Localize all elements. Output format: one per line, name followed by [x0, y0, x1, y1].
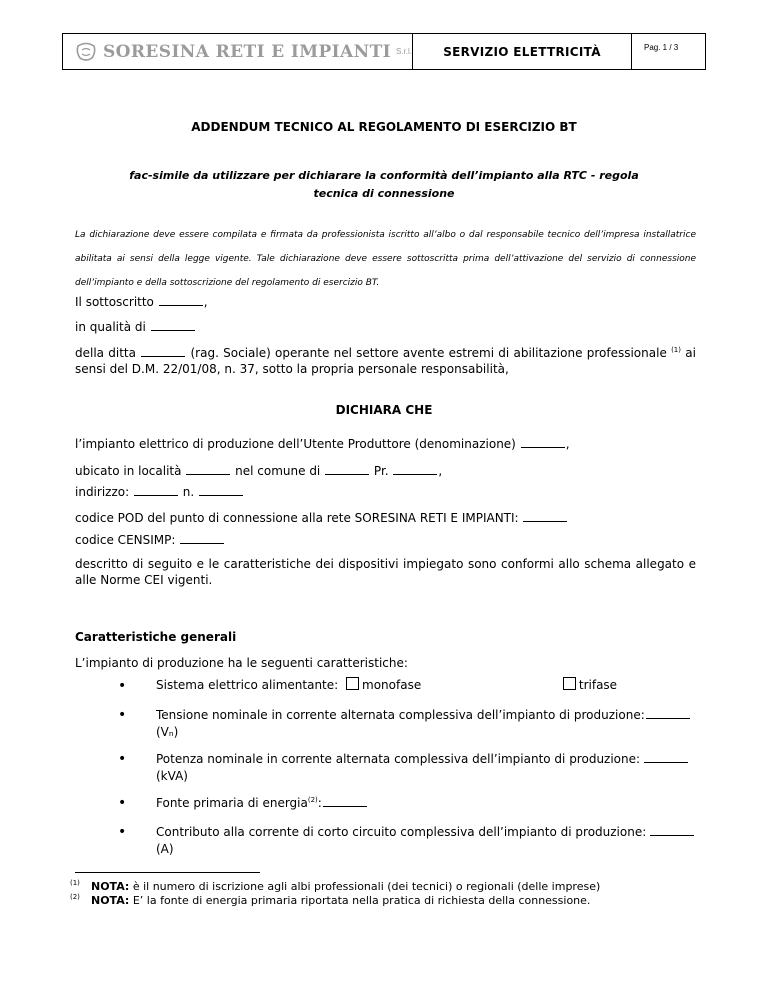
sottoscritto-label: Il sottoscritto — [75, 295, 154, 309]
indirizzo-blank[interactable] — [134, 483, 178, 496]
censimp-label: codice CENSIMP: — [75, 533, 176, 547]
impianto-line — [75, 435, 696, 452]
logo-suffix: S.r.l. — [395, 47, 412, 56]
impianto-blank[interactable] — [521, 435, 565, 448]
potenza-blank[interactable] — [644, 750, 688, 763]
qualita-label: in qualità di — [75, 320, 146, 334]
ditta-paragraph — [75, 344, 696, 377]
contributo-item — [156, 823, 696, 858]
page-number: Pag. 1 / 3 — [644, 43, 679, 52]
service-name: SERVIZIO ELETTRICITÀ — [413, 34, 632, 69]
bullet-icon: • — [118, 678, 127, 694]
sottoscritto-comma: , — [203, 295, 208, 309]
censimp-blank[interactable] — [180, 531, 224, 544]
contributo-text: Contributo alla corrente di corto circuito complessiva dell’impianto di produzione: — [156, 825, 647, 839]
section-heading: Caratteristiche generali — [75, 630, 237, 644]
footnote-ref-1: (1) — [671, 346, 681, 354]
footnote-divider — [75, 872, 260, 873]
indirizzo-label: indirizzo: — [75, 485, 130, 499]
potenza-item — [156, 750, 696, 785]
impianto-comma: , — [565, 437, 570, 451]
ditta-text: (rag. Sociale) operante nel settore avente estremi di abilitazione professionale — [190, 346, 667, 360]
ditta-label: della ditta — [75, 346, 136, 360]
ubicato-label: ubicato in località — [75, 464, 182, 478]
tensione-text: Tensione nominale in corrente alternata complessiva dell’impianto di produzione: — [156, 708, 645, 722]
impianto-label: l’impianto elettrico di produzione dell’Utente Produttore (denominazione) — [75, 437, 516, 451]
sottoscritto-line — [75, 293, 696, 310]
footnote-2: (2) NOTA: E’ la fonte di energia primaria riportata nella pratica di richiesta della connessione. — [70, 893, 591, 907]
ditta-blank[interactable] — [141, 344, 185, 357]
pod-line — [75, 509, 696, 526]
civico-blank[interactable] — [199, 483, 243, 496]
tensione-item — [156, 706, 696, 741]
trifase-checkbox[interactable] — [563, 677, 576, 690]
censimp-line — [75, 531, 696, 548]
comune-blank[interactable] — [325, 462, 369, 475]
qualita-line — [75, 318, 696, 335]
bullet-icon: • — [118, 751, 127, 767]
footnote-label: NOTA: — [91, 894, 130, 907]
sistema-label: Sistema elettrico alimentante: — [156, 678, 339, 692]
footnote-label: NOTA: — [91, 880, 130, 893]
contributo-unit: (A) — [156, 842, 174, 856]
document-subtitle: fac-simile da utilizzare per dichiarare la conformità dell’impianto alla RTC - regola tecnica di connessione — [129, 169, 639, 200]
intro-paragraph: La dichiarazione deve essere compilata e firmata da professionista iscritto all’albo o dal responsabile tecnico dell’impresa installatrice abilitata ai sensi della legge vigente. Tale dichiarazione deve essere sottoscritta prima dell’attivazione del servizio di connessione dell’impianto e della sottoscrizione del regolamento di esercizio BT. — [75, 230, 696, 288]
contributo-blank[interactable] — [650, 823, 694, 836]
logo-mark-icon — [75, 42, 97, 62]
bullet-icon: • — [118, 824, 127, 840]
bullet-icon: • — [118, 707, 127, 723]
fonte-text: Fonte primaria di energia — [156, 796, 308, 810]
monofase-checkbox[interactable] — [346, 677, 359, 690]
localita-blank[interactable] — [186, 462, 230, 475]
potenza-unit: (kVA) — [156, 769, 188, 783]
tensione-blank[interactable] — [646, 706, 690, 719]
trifase-label: trifase — [578, 678, 618, 692]
document-title: ADDENDUM TECNICO AL REGOLAMENTO DI ESERCIZIO BT — [191, 120, 577, 134]
dichiara-heading: DICHIARA CHE — [335, 403, 433, 417]
footnote-text: E’ la fonte di energia primaria riportata nella pratica di richiesta della connessione. — [132, 894, 591, 907]
pr-comma: , — [438, 464, 443, 478]
page-header — [62, 33, 706, 70]
descritto-paragraph: descritto di seguito e le caratteristiche dei dispositivi impiegato sono conformi allo schema allegato e alle Norme CEI vigenti. — [75, 557, 696, 587]
section-lead: L’impianto di produzione ha le seguenti caratteristiche: — [75, 656, 408, 670]
company-logo — [63, 34, 413, 69]
fonte-colon: : — [317, 796, 322, 810]
ubicato-line — [75, 462, 696, 479]
potenza-text: Potenza nominale in corrente alternata complessiva dell’impianto di produzione: — [156, 752, 641, 766]
qualita-blank[interactable] — [151, 318, 195, 331]
comune-label: nel comune di — [235, 464, 321, 478]
fonte-blank[interactable] — [323, 794, 367, 807]
footnote-text: è il numero di iscrizione agli albi professionali (dei tecnici) o regionali (delle imprese) — [132, 880, 601, 893]
pod-label: codice POD del punto di connessione alla rete SORESINA RETI E IMPIANTI: — [75, 511, 519, 525]
pod-blank[interactable] — [523, 509, 567, 522]
indirizzo-line — [75, 483, 696, 500]
fonte-item — [156, 794, 696, 812]
footnote-ref-2: (2) — [307, 796, 318, 804]
logo-text: SORESINA RETI E IMPIANTI — [103, 41, 391, 62]
ditta-text-2: ai sensi del D.M. 22/01/08, n. 37, sotto la propria personale responsabilità, — [75, 346, 696, 376]
tensione-unit: (Vₙ) — [156, 725, 179, 739]
footnote-1: (1) NOTA: è il numero di iscrizione agli albi professionali (dei tecnici) o regionali (delle imprese) — [70, 879, 601, 893]
pr-blank[interactable] — [393, 462, 437, 475]
civico-label: n. — [182, 485, 195, 499]
sistema-item — [156, 677, 696, 694]
sottoscritto-blank[interactable] — [159, 293, 203, 306]
pr-label: Pr. — [373, 464, 389, 478]
bullet-icon: • — [118, 795, 127, 811]
monofase-label: monofase — [362, 678, 422, 692]
